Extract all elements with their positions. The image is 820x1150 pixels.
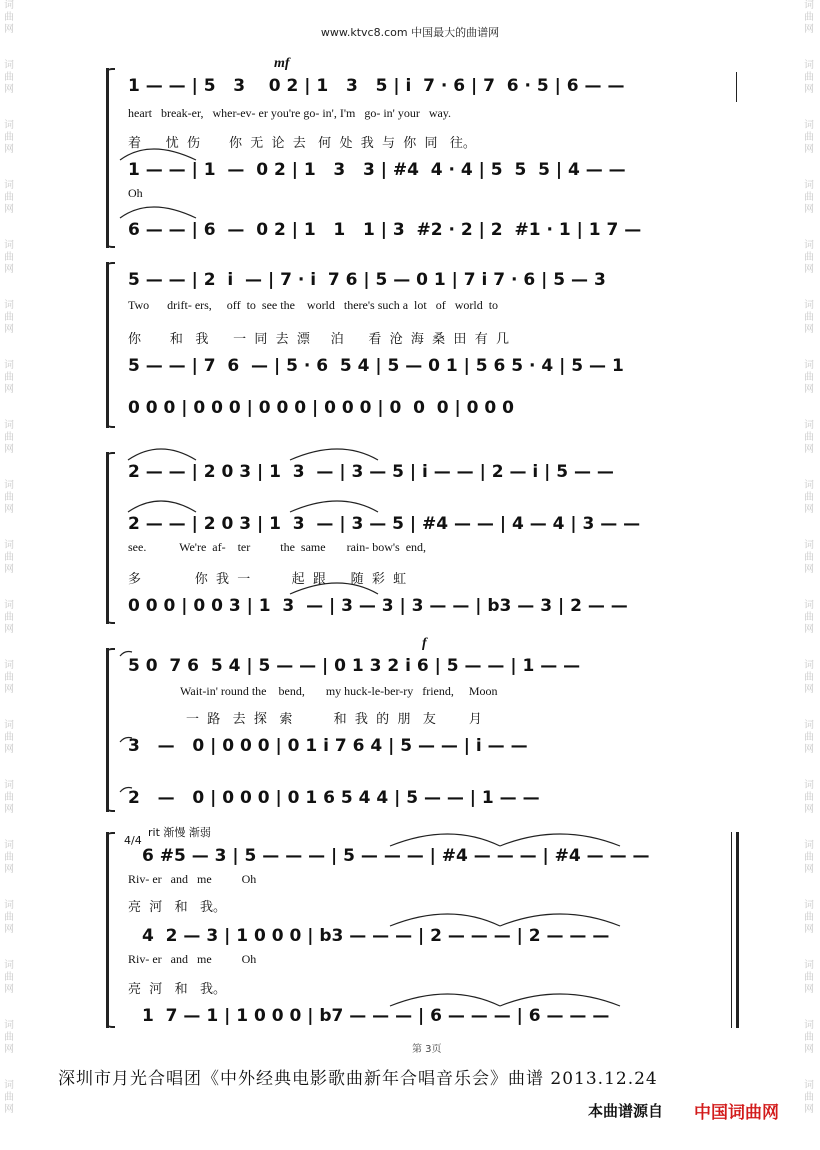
watermark-char: 曲 <box>804 312 814 323</box>
watermark-char: 词 <box>804 360 814 371</box>
slur <box>390 914 500 926</box>
watermark-char: 词 <box>804 660 814 671</box>
watermark-char: 词 <box>4 120 14 131</box>
watermark-char: 词 <box>4 1080 14 1091</box>
watermark-char: 曲 <box>4 72 14 83</box>
footer-caption: 深圳市月光合唱团《中外经典电影歌曲新年合唱音乐会》曲谱 2013.12.24 <box>58 1069 658 1089</box>
watermark-char: 曲 <box>804 732 814 743</box>
watermark-char: 曲 <box>4 552 14 563</box>
watermark-char: 词 <box>804 180 814 191</box>
notation-line: 5 — — | 7 6 — | 5 · 6 5 4 | 5 — 0 1 | 5 6 5 · 4 | 5 — 1 <box>128 356 624 376</box>
watermark-char: 曲 <box>804 1032 814 1043</box>
watermark-char: 网 <box>4 264 14 275</box>
page-number: 第 3页 <box>412 1044 442 1055</box>
watermark-char: 曲 <box>804 132 814 143</box>
lyric-line-zh: 你 和 我 一 同 去 漂 泊 看 沧 海 桑 田 有 几 <box>128 332 509 347</box>
lyric-line-en: Two drift- ers, off to see the world there's such a lot of world to <box>128 298 499 312</box>
watermark-char: 网 <box>804 684 814 695</box>
slur <box>128 449 196 460</box>
lyric-line-en: Riv- er and me Oh <box>128 872 257 886</box>
slur <box>128 501 196 512</box>
watermark-char: 词 <box>804 1020 814 1031</box>
lyric-line-en: see. We're af- ter the same rain- bow's end, <box>128 540 427 554</box>
slur <box>500 914 620 926</box>
watermark-char: 词 <box>804 960 814 971</box>
watermark-char: 网 <box>804 324 814 335</box>
watermark-char: 曲 <box>4 612 14 623</box>
watermark-char: 曲 <box>804 972 814 983</box>
watermark-char: 网 <box>4 984 14 995</box>
watermark-char: 词 <box>804 900 814 911</box>
notation-line: 5 — — | 2 i — | 7 · i 7 6 | 5 — 0 1 | 7 i 7 · 6 | 5 — 3 <box>128 270 606 290</box>
watermark-char: 网 <box>804 624 814 635</box>
tempo-mark: rit 渐慢 渐弱 <box>148 826 211 839</box>
watermark-char: 曲 <box>4 492 14 503</box>
watermark-char: 网 <box>804 1104 814 1115</box>
watermark-char: 网 <box>4 1104 14 1115</box>
watermark-char: 曲 <box>4 432 14 443</box>
watermark-char: 曲 <box>804 192 814 203</box>
watermark-char: 网 <box>4 924 14 935</box>
notation-line: 3 — 0 | 0 0 0 | 0 1 i 7 6 4 | 5 — — | i — — <box>128 736 528 756</box>
watermark-char: 曲 <box>4 792 14 803</box>
watermark-char: 曲 <box>804 792 814 803</box>
watermark-char: 词 <box>4 180 14 191</box>
source-site[interactable]: 中国词曲网 <box>694 1103 779 1123</box>
watermark-char: 网 <box>4 324 14 335</box>
lyric-line-zh: 亮 河 和 我。 <box>128 900 227 915</box>
dynamic-mark: mf <box>274 56 290 71</box>
watermark-char: 网 <box>4 684 14 695</box>
watermark-char: 词 <box>4 960 14 971</box>
notation-line: 1 — — | 5 3 0 2 | 1 3 5 | i 7 · 6 | 7 6 · 5 | 6 — — <box>128 76 625 96</box>
notation-line: 2 — — | 2 0 3 | 1 3 — | 3 — 5 | i — — | 2 — i | 5 — — <box>128 462 614 482</box>
slur <box>290 449 378 460</box>
watermark-char: 曲 <box>4 732 14 743</box>
watermark-char: 曲 <box>804 372 814 383</box>
slur <box>120 207 196 218</box>
watermark-char: 词 <box>4 660 14 671</box>
notation-line: 2 — — | 2 0 3 | 1 3 — | 3 — 5 | #4 — — | 4 — 4 | 3 — — <box>128 514 641 534</box>
watermark-char: 曲 <box>804 12 814 23</box>
watermark-char: 词 <box>4 300 14 311</box>
watermark-char: 词 <box>804 0 814 11</box>
watermark-char: 网 <box>804 144 814 155</box>
slur <box>500 994 620 1006</box>
notation-line: 1 — — | 1 — 0 2 | 1 3 3 | #4 4 · 4 | 5 5 5 | 4 — — <box>128 160 626 180</box>
watermark-char: 词 <box>4 720 14 731</box>
slur <box>290 501 378 512</box>
watermark-char: 曲 <box>4 252 14 263</box>
watermark-char: 词 <box>804 840 814 851</box>
watermark-char: 词 <box>804 60 814 71</box>
notation-line: 1 7 — 1 | 1 0 0 0 | b7 — — — | 6 — — — | 6 — — — <box>142 1006 610 1026</box>
notation-line: 6 — — | 6 — 0 2 | 1 1 1 | 3 #2 · 2 | 2 #1 · 1 | 1 7 — <box>128 220 642 240</box>
lyric-line-en: heart break-er, wher-ev- er you're go- in', I'm go- in' your way. <box>128 106 452 120</box>
watermark-char: 曲 <box>4 12 14 23</box>
watermark-char: 词 <box>804 120 814 131</box>
watermark-char: 词 <box>4 240 14 251</box>
watermark-char: 网 <box>4 744 14 755</box>
lyric-line-zh: 一 路 去 探 索 和 我 的 朋 友 月 <box>186 712 482 727</box>
watermark-char: 曲 <box>4 672 14 683</box>
watermark-char: 曲 <box>804 492 814 503</box>
watermark-char: 词 <box>804 1080 814 1091</box>
watermark-char: 曲 <box>804 912 814 923</box>
watermark-char: 词 <box>804 540 814 551</box>
slur <box>120 738 132 743</box>
lyric-line-en: Oh <box>128 186 143 200</box>
watermark-char: 网 <box>804 84 814 95</box>
slur <box>500 834 620 846</box>
watermark-char: 曲 <box>804 612 814 623</box>
watermark-char: 网 <box>804 24 814 35</box>
watermark-char: 网 <box>4 1044 14 1055</box>
slur <box>290 583 378 594</box>
watermark-char: 词 <box>4 1020 14 1031</box>
watermark-char: 曲 <box>4 1092 14 1103</box>
slur <box>120 788 132 793</box>
watermark-char: 词 <box>4 600 14 611</box>
watermark-char: 网 <box>804 804 814 815</box>
meter-mark: 4/4 <box>124 834 142 847</box>
watermark-char: 曲 <box>4 312 14 323</box>
source-label: 本曲谱源自 <box>588 1102 664 1120</box>
notation-line: 6 #5 — 3 | 5 — — — | 5 — — — | #4 — — — | #4 — — — <box>142 846 650 866</box>
watermark-char: 词 <box>804 480 814 491</box>
watermark-char: 网 <box>804 744 814 755</box>
notation-line: 2 — 0 | 0 0 0 | 0 1 6 5 4 4 | 5 — — | 1 — — <box>128 788 540 808</box>
notation-line: 5 0 7 6 5 4 | 5 — — | 0 1 3 2 i 6 | 5 — — | 1 — — <box>128 656 581 676</box>
watermark-char: 网 <box>4 144 14 155</box>
lyric-line-zh: 多 你 我 一 起 跟 随 彩 虹 <box>128 572 407 587</box>
watermark-char: 词 <box>4 60 14 71</box>
watermark-char: 曲 <box>4 192 14 203</box>
watermark-char: 网 <box>804 384 814 395</box>
watermark-char: 网 <box>4 504 14 515</box>
watermark-char: 网 <box>804 924 814 935</box>
notation-line: 0 0 0 | 0 0 0 | 0 0 0 | 0 0 0 | 0 0 0 | 0 0 0 <box>128 398 515 418</box>
site-header: www.ktvc8.com 中国最大的曲谱网 <box>320 26 500 39</box>
watermark-char: 曲 <box>4 1032 14 1043</box>
watermark-char: 网 <box>804 564 814 575</box>
slur <box>120 149 196 160</box>
watermark-char: 词 <box>804 420 814 431</box>
watermark-char: 曲 <box>804 672 814 683</box>
slur <box>390 994 500 1006</box>
slur <box>390 834 500 846</box>
watermark-char: 词 <box>4 780 14 791</box>
watermark-char: 网 <box>4 804 14 815</box>
watermark-char: 网 <box>4 84 14 95</box>
watermark-char: 曲 <box>4 972 14 983</box>
watermark-char: 网 <box>4 444 14 455</box>
watermark-char: 曲 <box>4 912 14 923</box>
lyric-line-en: Wait-in' round the bend, my huck-le-ber-ry friend, Moon <box>180 684 498 698</box>
lyric-line-zh: 着 忧 伤 你 无 论 去 何 处 我 与 你 同 往。 <box>128 136 476 151</box>
watermark-char: 网 <box>804 504 814 515</box>
watermark-char: 词 <box>804 300 814 311</box>
watermark-char: 网 <box>804 984 814 995</box>
lyric-line-zh: 亮 河 和 我。 <box>128 982 227 997</box>
watermark-char: 词 <box>804 600 814 611</box>
watermark-char: 曲 <box>804 1092 814 1103</box>
watermark-char: 词 <box>4 540 14 551</box>
notation-line: 4 2 — 3 | 1 0 0 0 | b3 — — — | 2 — — — | 2 — — — <box>142 926 610 946</box>
watermark-char: 词 <box>4 900 14 911</box>
watermark-char: 网 <box>4 24 14 35</box>
watermark-char: 曲 <box>804 432 814 443</box>
dynamic-mark: f <box>422 636 427 651</box>
watermark-char: 网 <box>804 204 814 215</box>
watermark-char: 曲 <box>4 852 14 863</box>
watermark-char: 曲 <box>804 852 814 863</box>
watermark-char: 网 <box>4 384 14 395</box>
watermark-char: 曲 <box>804 72 814 83</box>
watermark-char: 网 <box>4 564 14 575</box>
watermark-char: 词 <box>4 0 14 11</box>
watermark-char: 曲 <box>4 132 14 143</box>
watermark-char: 网 <box>4 204 14 215</box>
lyric-line-en: Riv- er and me Oh <box>128 952 257 966</box>
slur <box>120 652 132 657</box>
watermark-char: 网 <box>4 864 14 875</box>
watermark-char: 词 <box>804 780 814 791</box>
watermark-char: 网 <box>804 864 814 875</box>
watermark-char: 网 <box>804 264 814 275</box>
watermark-char: 词 <box>4 840 14 851</box>
watermark-char: 曲 <box>804 552 814 563</box>
notation-line: 0 0 0 | 0 0 3 | 1 3 — | 3 — 3 | 3 — — | b3 — 3 | 2 — — <box>128 596 628 616</box>
watermark-char: 曲 <box>4 372 14 383</box>
watermark-char: 网 <box>804 1044 814 1055</box>
watermark-char: 词 <box>4 420 14 431</box>
watermark-char: 网 <box>804 444 814 455</box>
watermark-char: 词 <box>804 720 814 731</box>
watermark-char: 词 <box>4 480 14 491</box>
watermark-char: 词 <box>4 360 14 371</box>
watermark-char: 曲 <box>804 252 814 263</box>
watermark-char: 网 <box>4 624 14 635</box>
watermark-char: 词 <box>804 240 814 251</box>
